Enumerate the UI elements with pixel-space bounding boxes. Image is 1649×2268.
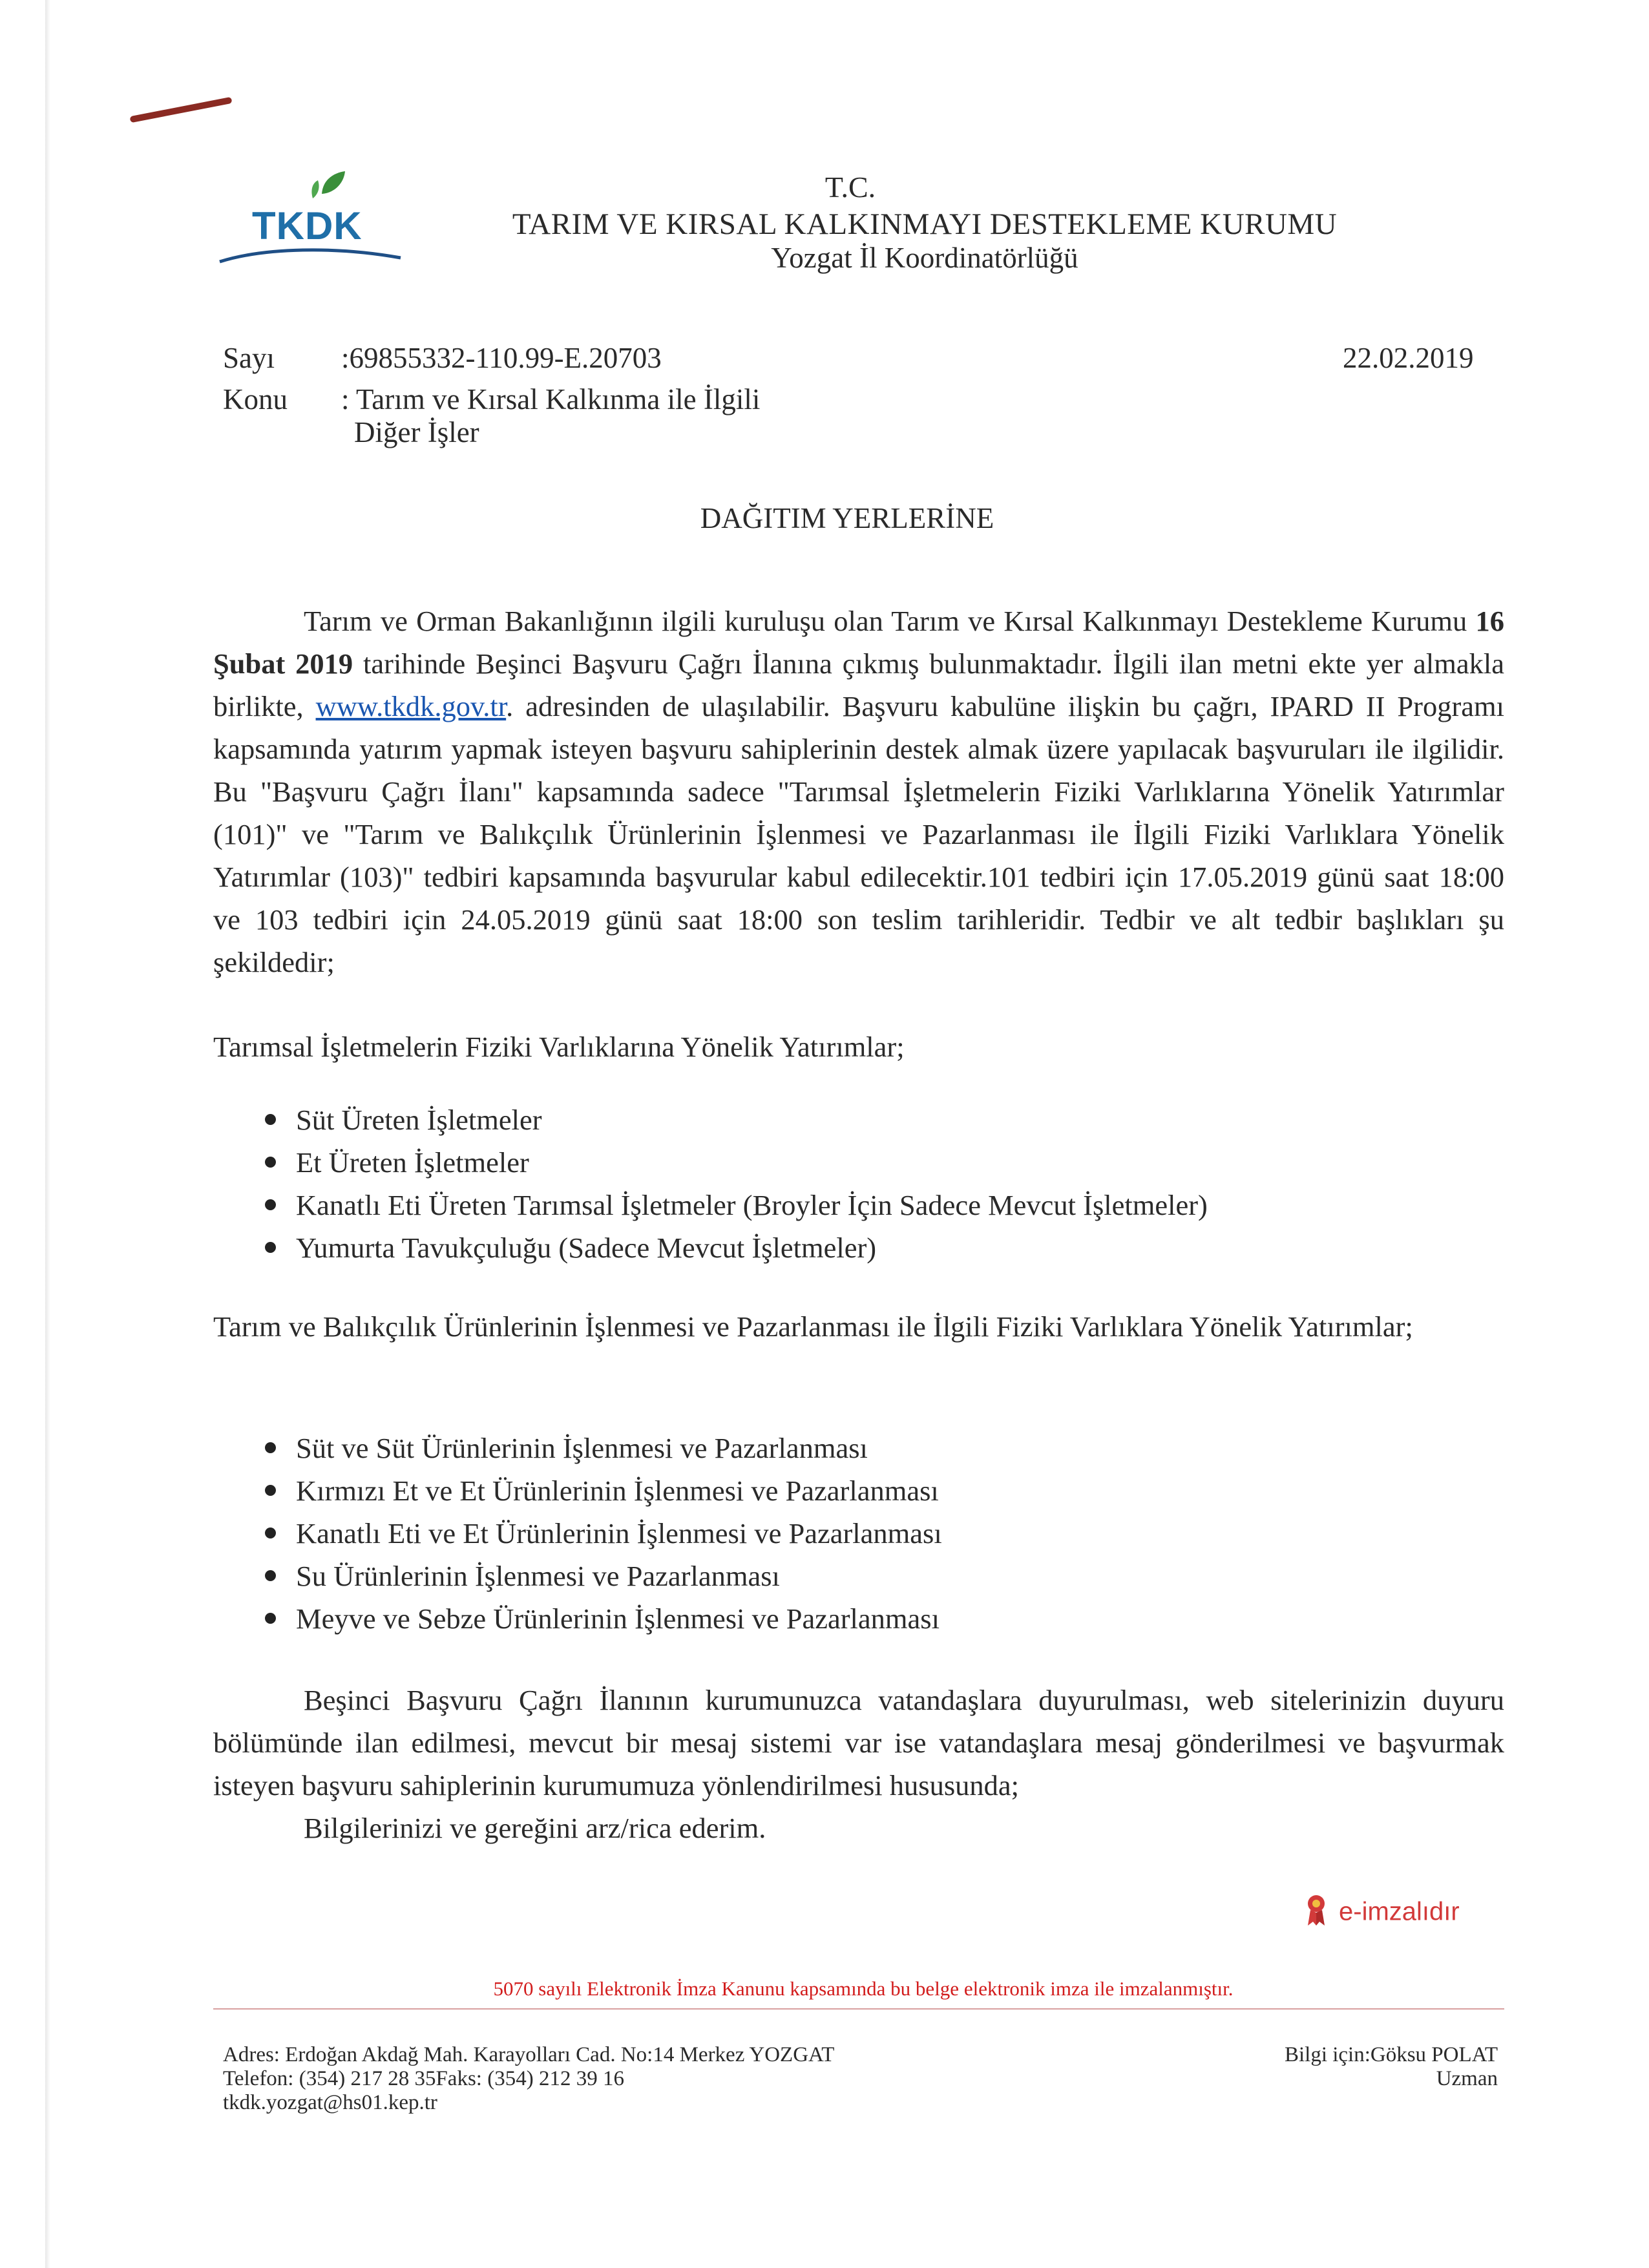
list-item: Süt Üreten İşletmeler: [265, 1098, 1208, 1141]
section2-title: Tarım ve Balıkçılık Ürünlerinin İşlenmesi ve Pazarlanması ile İlgili Fiziki Varlıklara Yönelik Yatırımlar;: [213, 1310, 1413, 1343]
closing-text: Bilgilerinizi ve gereğini arz/rica ederim.: [304, 1812, 766, 1844]
footer-phone: Telefon: (354) 217 28 35Faks: (354) 212 39 16: [223, 2067, 624, 2090]
header-subunit: Yozgat İl Koordinatörlüğü: [771, 242, 1078, 274]
header-tc: T.C.: [824, 171, 876, 204]
konu-value-line1: : Tarım ve Kırsal Kalkınma ile İlgili: [341, 383, 761, 415]
body-paragraph-2: [213, 1679, 1504, 1849]
sayi-value: :69855332-110.99-E.20703: [341, 342, 662, 374]
p2-text: Beşinci Başvuru Çağrı İlanının kurumunuzca vatandaşlara duyurulması, web sitelerinizin duyuru bölümünde ilan edilmesi, mevcut bir mesaj sistemi var ise vatandaşlara mesaj gönderilmesi ve başvurmak isteyen başvuru sahiplerinin kurumumuza yönlendirilmesi hususunda;: [213, 1684, 1504, 1801]
esignature-label: e-imzalıdır: [1339, 1897, 1460, 1926]
konu-label: Konu: [223, 383, 288, 415]
p1-text-a: Tarım ve Orman Bakanlığının ilgili kuruluşu olan Tarım ve Kırsal Kalkınmayı Destekleme Kurumu: [304, 605, 1476, 637]
list-item: Meyve ve Sebze Ürünlerinin İşlenmesi ve Pazarlanması: [265, 1597, 942, 1640]
footer-contact-title: Uzman: [1436, 2067, 1498, 2090]
list-item: Kanatlı Eti Üreten Tarımsal İşletmeler (Broyler İçin Sadece Mevcut İşletmeler): [265, 1184, 1208, 1226]
footer-divider: [213, 2008, 1504, 2010]
header-organization: TARIM VE KIRSAL KALKINMAYI DESTEKLEME KURUMU: [512, 207, 1338, 241]
distribution-heading: DAĞITIM YERLERİNE: [700, 502, 994, 534]
konu-value-line2: Diğer İşler: [354, 416, 479, 448]
p1-text-b: tarihinde Beşinci Başvuru Çağrı İlanına çıkmış bulunmaktadır. İlgili ilan metni ekte yer almakla birlikte,: [213, 647, 1504, 722]
document-date: 22.02.2019: [1343, 342, 1474, 374]
footer-email: tkdk.yozgat@hs01.kep.tr: [223, 2091, 437, 2114]
footer-right: [1098, 2043, 1498, 2091]
ribbon-icon: [1305, 1893, 1327, 1933]
list-item: Yumurta Tavukçuluğu (Sadece Mevcut İşletmeler): [265, 1226, 1208, 1269]
esignature-law-note: 5070 sayılı Elektronik İmza Kanunu kapsamında bu belge elektronik imza ile imzalanmıştır.: [493, 1977, 1234, 2000]
footer-left: [223, 2043, 834, 2115]
sayi-label: Sayı: [223, 342, 275, 374]
tkdk-website-link[interactable]: www.tkdk.gov.tr: [315, 690, 507, 722]
pen-mark: [130, 97, 233, 123]
list-item: Kırmızı Et ve Et Ürünlerinin İşlenmesi ve Pazarlanması: [265, 1469, 942, 1512]
scan-edge-shadow: [45, 0, 50, 2268]
footer-address: Adres: Erdoğan Akdağ Mah. Karayolları Cad. No:14 Merkez YOZGAT: [223, 2043, 835, 2066]
section1-title: Tarımsal İşletmelerin Fiziki Varlıklarına Yönelik Yatırımlar;: [213, 1031, 905, 1063]
esignature-badge: [1305, 1893, 1460, 1933]
section2-list: [265, 1427, 942, 1640]
body-paragraph-1: [213, 600, 1504, 983]
logo-text: TKDK: [252, 204, 362, 247]
list-item: Et Üreten İşletmeler: [265, 1141, 1208, 1184]
list-item: Süt ve Süt Ürünlerinin İşlenmesi ve Pazarlanması: [265, 1427, 942, 1469]
p1-bold-date: 16 Şubat 2019: [213, 605, 1504, 680]
p1-text-c: . adresinden de ulaşılabilir. Başvuru kabulüne ilişkin bu çağrı, IPARD II Programı kapsamında yatırım yapmak isteyen başvuru sahiplerinin destek almak üzere yapılacak başvuruları ile ilgilidir. Bu "Başvuru Çağrı İlanı" kapsamında sadece "Tarımsal İşletmelerin Fiziki Varlıklarına Yönelik Yatırımlar (101)" ve "Tarım ve Balıkçılık Ürünlerinin İşlenmesi ve Pazarlanması ile İlgili Fiziki Varlıklara Yönelik Yatırımlar (103)" tedbiri kapsamında başvurular kabul edilecektir.101 tedbiri için 17.05.2019 günü saat 18:00 ve 103 tedbiri için 24.05.2019 günü saat 18:00 son teslim tarihleridir. Tedbir ve alt tedbir başlıkları şu şekildedir;: [213, 690, 1504, 978]
list-item: Su Ürünlerinin İşlenmesi ve Pazarlanması: [265, 1555, 942, 1597]
footer-contact: Bilgi için:Göksu POLAT: [1284, 2043, 1498, 2066]
list-item: Kanatlı Eti ve Et Ürünlerinin İşlenmesi ve Pazarlanması: [265, 1512, 942, 1555]
section1-list: [265, 1098, 1208, 1269]
